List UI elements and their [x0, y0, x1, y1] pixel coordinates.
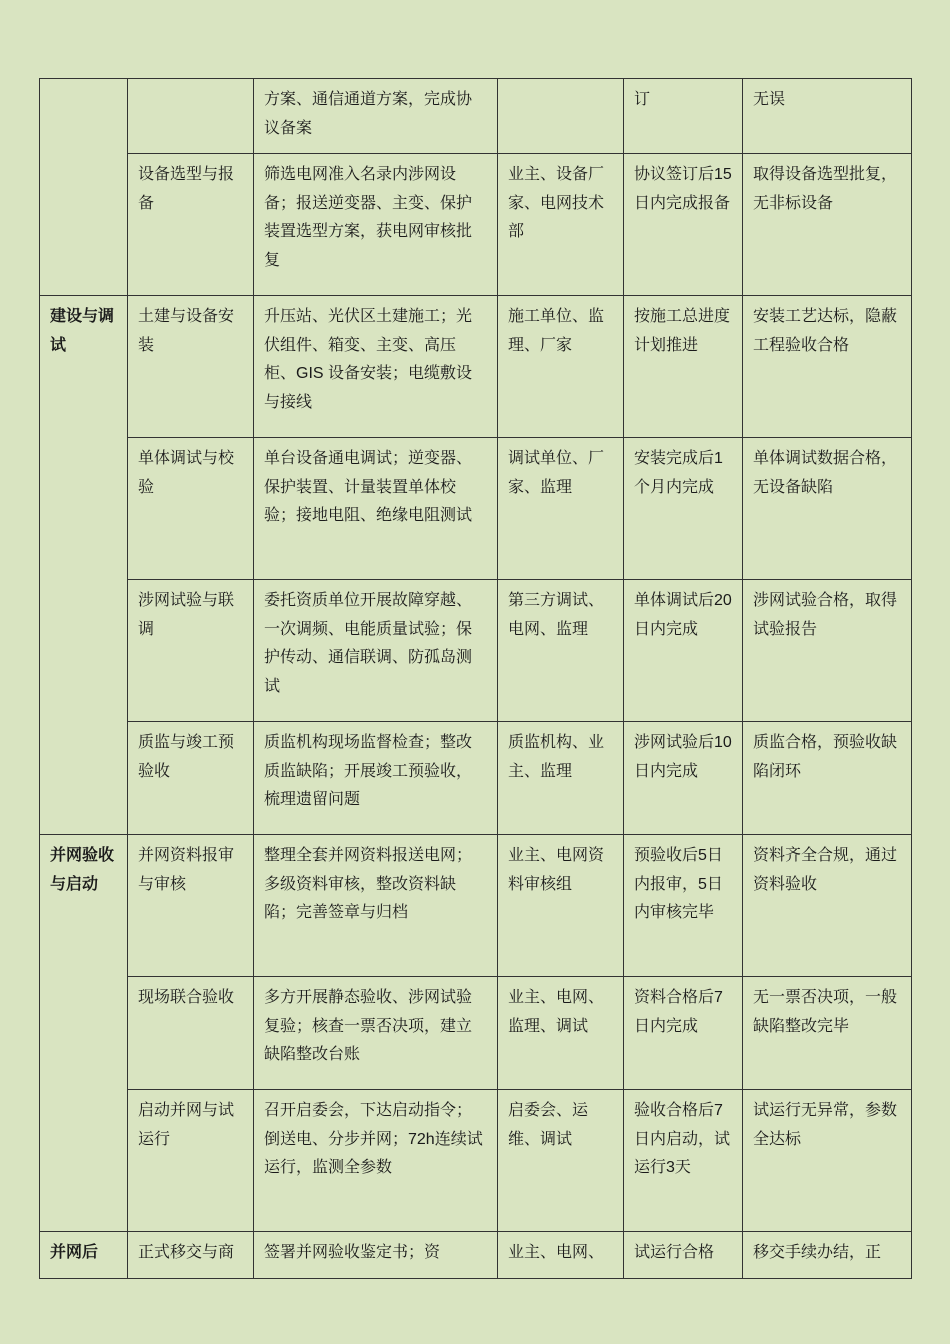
standard-cell: 质监合格，预验收缺陷闭环 [743, 722, 912, 835]
standard-cell: 取得设备选型批复，无非标设备 [743, 154, 912, 296]
standard-cell: 单体调试数据合格，无设备缺陷 [743, 438, 912, 580]
time-cell: 安装完成后1个月内完成 [624, 438, 743, 580]
standard-cell: 试运行无异常，参数全达标 [743, 1090, 912, 1232]
parties-cell: 调试单位、厂家、监理 [498, 438, 624, 580]
content-cell: 质监机构现场监督检查；整改质监缺陷；开展竣工预验收，梳理遗留问题 [254, 722, 498, 835]
parties-cell: 业主、设备厂家、电网技术部 [498, 154, 624, 296]
task-cell: 涉网试验与联调 [128, 580, 254, 722]
task-cell: 并网资料报审与审核 [128, 835, 254, 977]
table-row [40, 1090, 912, 1232]
content-cell: 单台设备通电调试；逆变器、保护装置、计量装置单体校验；接地电阻、绝缘电阻测试 [254, 438, 498, 580]
content-cell: 多方开展静态验收、涉网试验复验；核查一票否决项，建立缺陷整改台账 [254, 977, 498, 1090]
phase-cell: 建设与调试 [40, 296, 128, 835]
time-cell: 订 [624, 79, 743, 154]
parties-cell [498, 79, 624, 154]
task-cell: 土建与设备安装 [128, 296, 254, 438]
parties-cell: 质监机构、业主、监理 [498, 722, 624, 835]
task-cell: 现场联合验收 [128, 977, 254, 1090]
phase-cell: 并网后 [40, 1232, 128, 1279]
grid-connection-plan-table [39, 78, 912, 1279]
parties-cell: 施工单位、监理、厂家 [498, 296, 624, 438]
task-cell [128, 79, 254, 154]
task-cell: 单体调试与校验 [128, 438, 254, 580]
task-cell: 启动并网与试运行 [128, 1090, 254, 1232]
task-cell: 正式移交与商 [128, 1232, 254, 1279]
content-cell: 筛选电网准入名录内涉网设备；报送逆变器、主变、保护装置选型方案，获电网审核批复 [254, 154, 498, 296]
task-cell: 质监与竣工预验收 [128, 722, 254, 835]
parties-cell: 启委会、运维、调试 [498, 1090, 624, 1232]
table-row [40, 296, 912, 438]
content-cell: 方案、通信通道方案，完成协议备案 [254, 79, 498, 154]
content-cell: 整理全套并网资料报送电网；多级资料审核，整改资料缺陷；完善签章与归档 [254, 835, 498, 977]
time-cell: 协议签订后15日内完成报备 [624, 154, 743, 296]
table-row [40, 1232, 912, 1279]
standard-cell: 安装工艺达标，隐蔽工程验收合格 [743, 296, 912, 438]
table-row [40, 154, 912, 296]
parties-cell: 业主、电网、 [498, 1232, 624, 1279]
table-row [40, 79, 912, 154]
parties-cell: 业主、电网、监理、调试 [498, 977, 624, 1090]
content-cell: 升压站、光伏区土建施工；光伏组件、箱变、主变、高压柜、GIS 设备安装；电缆敷设与接线 [254, 296, 498, 438]
task-cell: 设备选型与报备 [128, 154, 254, 296]
parties-cell: 业主、电网资料审核组 [498, 835, 624, 977]
table-row [40, 722, 912, 835]
time-cell: 验收合格后7日内启动，试运行3天 [624, 1090, 743, 1232]
table-row [40, 977, 912, 1090]
standard-cell: 资料齐全合规，通过资料验收 [743, 835, 912, 977]
time-cell: 涉网试验后10日内完成 [624, 722, 743, 835]
table-row [40, 438, 912, 580]
content-cell: 签署并网验收鉴定书；资 [254, 1232, 498, 1279]
time-cell: 资料合格后7日内完成 [624, 977, 743, 1090]
standard-cell: 无误 [743, 79, 912, 154]
time-cell: 按施工总进度计划推进 [624, 296, 743, 438]
standard-cell: 移交手续办结，正 [743, 1232, 912, 1279]
standard-cell: 涉网试验合格，取得试验报告 [743, 580, 912, 722]
standard-cell: 无一票否决项，一般缺陷整改完毕 [743, 977, 912, 1090]
parties-cell: 第三方调试、电网、监理 [498, 580, 624, 722]
content-cell: 召开启委会，下达启动指令；倒送电、分步并网；72h连续试运行，监测全参数 [254, 1090, 498, 1232]
time-cell: 预验收后5日内报审，5日内审核完毕 [624, 835, 743, 977]
phase-cell [40, 79, 128, 296]
phase-cell: 并网验收与启动 [40, 835, 128, 1232]
content-cell: 委托资质单位开展故障穿越、一次调频、电能质量试验；保护传动、通信联调、防孤岛测试 [254, 580, 498, 722]
time-cell: 试运行合格 [624, 1232, 743, 1279]
table-row [40, 580, 912, 722]
time-cell: 单体调试后20日内完成 [624, 580, 743, 722]
table-row [40, 835, 912, 977]
